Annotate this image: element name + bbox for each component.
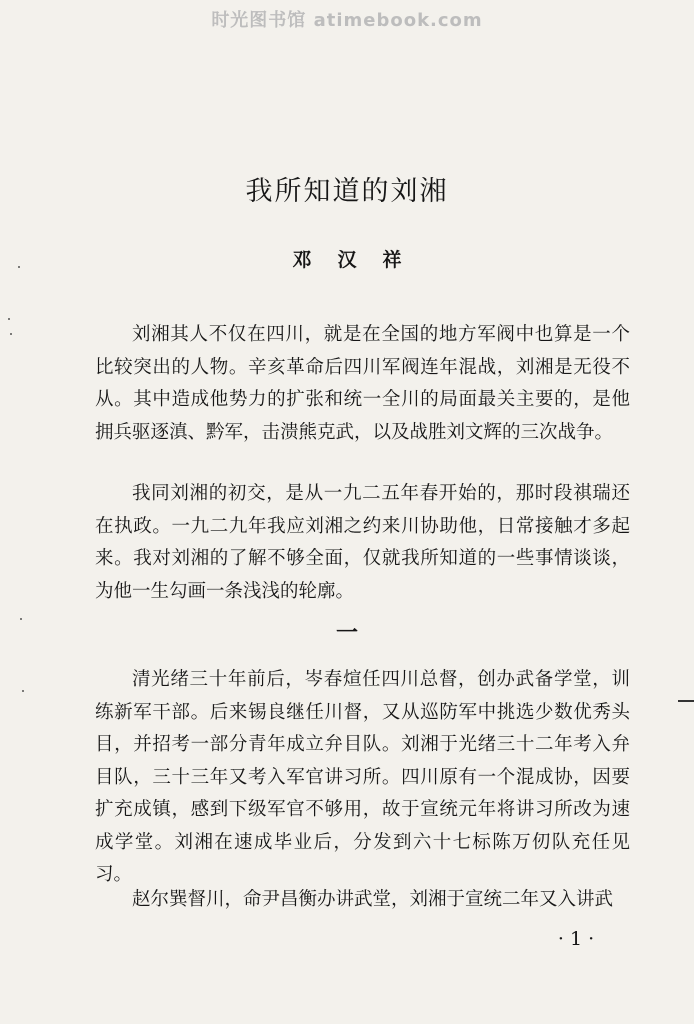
scan-speck [18, 266, 20, 268]
scan-speck [20, 618, 22, 620]
scan-speck [10, 333, 12, 335]
section-paragraph-1: 清光绪三十年前后，岑春煊任四川总督，创办武备学堂，训练新军干部。后来锡良继任川督，又从巡防军中挑选少数优秀头目，并招考一部分青年成立弁目队。刘湘于光绪三十二年考入弁目队，三十三年又考入军官讲习所。四川原有一个混成协，因要扩充成镇，感到下级军官不够用，故于宣统元年将讲习所改为速成学堂。刘湘在速成毕业后，分发到六十七标陈万仞队充任见习。 [95, 669, 630, 885]
scan-edge-mark [678, 700, 694, 702]
article-title: 我所知道的刘湘 [245, 176, 449, 207]
scan-speck [22, 690, 24, 692]
watermark-text: 时光图书馆 atimebook.com [211, 10, 483, 31]
intro-paragraph-2: 我同刘湘的初交，是从一九二五年春开始的，那时段祺瑞还在执政。一九二九年我应刘湘之约来川协助他，日常接触才多起来。我对刘湘的了解不够全面，仅就我所知道的一些事情谈谈，为他一生勾画一条浅浅的轮廓。 [95, 483, 630, 602]
page-number: · 1 · [557, 928, 595, 950]
section-paragraph-2: 赵尔巽督川，命尹昌衡办讲武堂，刘湘于宣统二年又入讲武 [132, 889, 614, 910]
scan-speck [8, 318, 10, 320]
intro-paragraph-1: 刘湘其人不仅在四川，就是在全国的地方军阀中也算是一个比较突出的人物。辛亥革命后四川军阀连年混战，刘湘是无役不从。其中造成他势力的扩张和统一全川的局面最关主要的，是他拥兵驱逐滇、黔军，击溃熊克武，以及战胜刘文辉的三次战争。 [95, 324, 630, 443]
section-heading: 一 [335, 620, 358, 646]
author-name: 邓汉祥 [292, 249, 428, 271]
